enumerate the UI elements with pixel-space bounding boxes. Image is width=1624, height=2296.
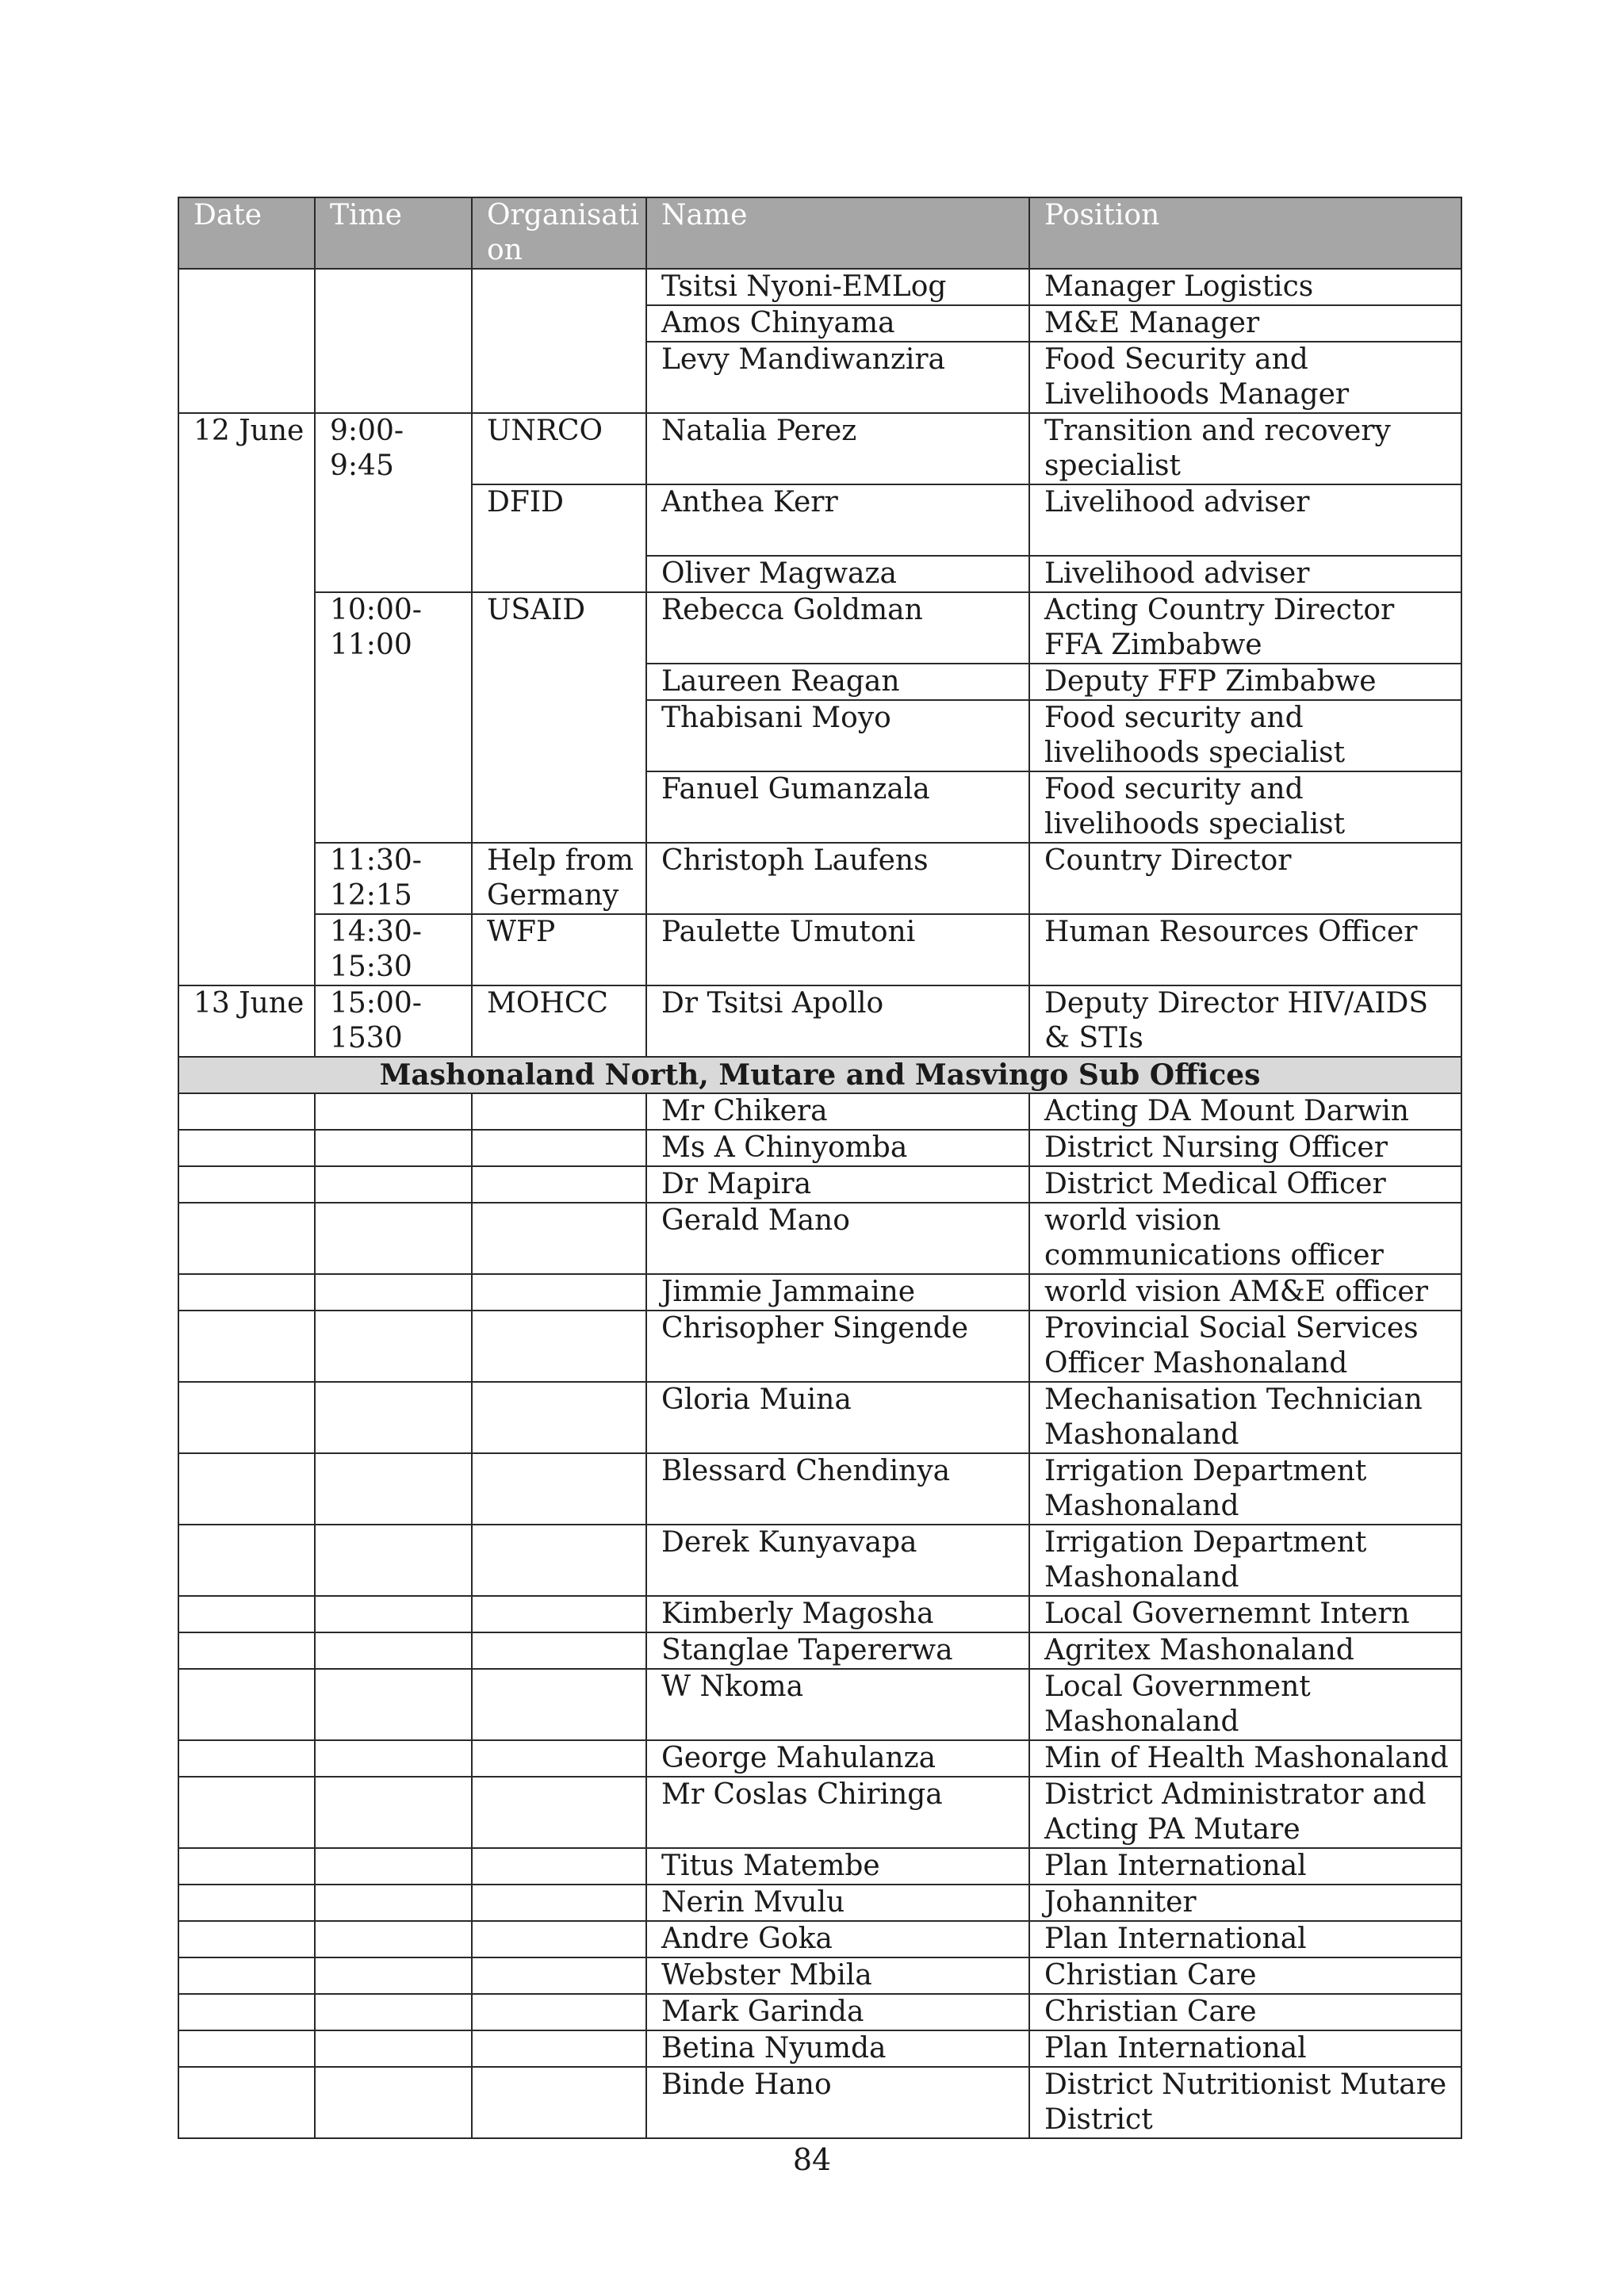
position-cell: Transition and recovery specialist — [1029, 413, 1461, 484]
table-row — [178, 1848, 1461, 1885]
time-cell — [315, 1130, 472, 1166]
organisation-cell: USAID — [472, 592, 646, 843]
name-cell: Chrisopher Singende — [646, 1311, 1029, 1382]
organisation-cell — [472, 1740, 646, 1777]
position-cell: Deputy Director HIV/AIDS & STIs — [1029, 985, 1461, 1057]
header-organisation: Organisation — [472, 197, 646, 269]
position-cell: Irrigation Department Mashonaland — [1029, 1453, 1461, 1525]
organisation-cell — [472, 1130, 646, 1166]
position-cell: Christian Care — [1029, 1957, 1461, 1994]
date-cell — [178, 1274, 315, 1311]
table-row — [178, 269, 1461, 305]
table-row — [178, 985, 1461, 1057]
time-cell — [315, 1632, 472, 1669]
table-row — [178, 1166, 1461, 1203]
time-cell — [315, 269, 472, 413]
date-cell — [178, 1311, 315, 1382]
name-cell: Stanglae Tapererwa — [646, 1632, 1029, 1669]
organisation-cell — [472, 1453, 646, 1525]
time-cell — [315, 1382, 472, 1453]
name-cell: Levy Mandiwanzira — [646, 342, 1029, 413]
organisation-cell — [472, 1777, 646, 1848]
position-cell: District Nutritionist Mutare District — [1029, 2067, 1461, 2138]
organisation-cell — [472, 1274, 646, 1311]
time-cell: 10:00-11:00 — [315, 592, 472, 843]
section-heading: Mashonaland North, Mutare and Masvingo Sub Offices — [178, 1057, 1461, 1093]
name-cell: Mr Chikera — [646, 1093, 1029, 1130]
position-cell: world vision communications officer — [1029, 1203, 1461, 1274]
organisation-cell — [472, 1957, 646, 1994]
table-row — [178, 1453, 1461, 1525]
name-cell: Fanuel Gumanzala — [646, 771, 1029, 843]
table-row — [178, 1596, 1461, 1632]
name-cell: Amos Chinyama — [646, 305, 1029, 342]
date-cell: 13 June — [178, 985, 315, 1057]
name-cell: Binde Hano — [646, 2067, 1029, 2138]
organisation-cell — [472, 1525, 646, 1596]
position-cell: Irrigation Department Mashonaland — [1029, 1525, 1461, 1596]
table-row — [178, 1921, 1461, 1957]
organisation-cell: Help from Germany — [472, 843, 646, 914]
date-cell — [178, 1777, 315, 1848]
position-cell: M&E Manager — [1029, 305, 1461, 342]
time-cell — [315, 1203, 472, 1274]
date-cell — [178, 1957, 315, 1994]
name-cell: Jimmie Jammaine — [646, 1274, 1029, 1311]
header-date: Date — [178, 197, 315, 269]
table-row — [178, 1777, 1461, 1848]
time-cell — [315, 1740, 472, 1777]
time-cell — [315, 1921, 472, 1957]
organisation-cell — [472, 269, 646, 413]
position-cell: Food Security and Livelihoods Manager — [1029, 342, 1461, 413]
date-cell — [178, 1203, 315, 1274]
organisation-cell — [472, 1994, 646, 2030]
time-cell: 9:00-9:45 — [315, 413, 472, 592]
time-cell — [315, 1453, 472, 1525]
time-cell — [315, 1311, 472, 1382]
table-row — [178, 843, 1461, 914]
position-cell: District Medical Officer — [1029, 1166, 1461, 1203]
table-row — [178, 1994, 1461, 2030]
table-row — [178, 2067, 1461, 2138]
position-cell: District Nursing Officer — [1029, 1130, 1461, 1166]
position-cell: Plan International — [1029, 1848, 1461, 1885]
name-cell: Webster Mbila — [646, 1957, 1029, 1994]
organisation-cell — [472, 1632, 646, 1669]
table-row — [178, 1130, 1461, 1166]
name-cell: Betina Nyumda — [646, 2030, 1029, 2067]
organisation-cell — [472, 1885, 646, 1921]
position-cell: Local Government Mashonaland — [1029, 1669, 1461, 1740]
table-row — [178, 1885, 1461, 1921]
date-cell — [178, 1632, 315, 1669]
position-cell: Acting Country Director FFA Zimbabwe — [1029, 592, 1461, 664]
table-header-row — [178, 197, 1461, 269]
time-cell — [315, 1093, 472, 1130]
name-cell: Gerald Mano — [646, 1203, 1029, 1274]
section-body — [178, 1093, 1461, 2138]
organisation-cell: DFID — [472, 484, 646, 592]
date-cell — [178, 1453, 315, 1525]
name-cell: Paulette Umutoni — [646, 914, 1029, 985]
position-cell: Local Governemnt Intern — [1029, 1596, 1461, 1632]
date-cell — [178, 1921, 315, 1957]
organisation-cell — [472, 1596, 646, 1632]
table-row — [178, 1274, 1461, 1311]
table-row — [178, 914, 1461, 985]
table-row — [178, 1203, 1461, 1274]
name-cell: Andre Goka — [646, 1921, 1029, 1957]
table-row — [178, 1632, 1461, 1669]
header-time: Time — [315, 197, 472, 269]
position-cell: Plan International — [1029, 2030, 1461, 2067]
name-cell: George Mahulanza — [646, 1740, 1029, 1777]
name-cell: Dr Mapira — [646, 1166, 1029, 1203]
position-cell: Livelihood adviser — [1029, 556, 1461, 592]
name-cell: Blessard Chendinya — [646, 1453, 1029, 1525]
position-cell: Agritex Mashonaland — [1029, 1632, 1461, 1669]
table-row — [178, 1740, 1461, 1777]
table-row — [178, 2030, 1461, 2067]
time-cell — [315, 1669, 472, 1740]
position-cell: Min of Health Mashonaland — [1029, 1740, 1461, 1777]
organisation-cell: UNRCO — [472, 413, 646, 484]
name-cell: Kimberly Magosha — [646, 1596, 1029, 1632]
date-cell — [178, 1166, 315, 1203]
date-cell — [178, 269, 315, 413]
organisation-cell — [472, 1921, 646, 1957]
table-row — [178, 1382, 1461, 1453]
date-cell — [178, 1885, 315, 1921]
name-cell: Christoph Laufens — [646, 843, 1029, 914]
organisation-cell — [472, 2067, 646, 2138]
header-position: Position — [1029, 197, 1461, 269]
name-cell: Tsitsi Nyoni-EMLog — [646, 269, 1029, 305]
organisation-cell — [472, 2030, 646, 2067]
name-cell: W Nkoma — [646, 1669, 1029, 1740]
position-cell: Johanniter — [1029, 1885, 1461, 1921]
name-cell: Derek Kunyavapa — [646, 1525, 1029, 1596]
position-cell: Acting DA Mount Darwin — [1029, 1093, 1461, 1130]
table-row — [178, 592, 1461, 664]
date-cell — [178, 1669, 315, 1740]
table-row — [178, 413, 1461, 484]
date-cell — [178, 1994, 315, 2030]
position-cell: Provincial Social Services Officer Mashonaland — [1029, 1311, 1461, 1382]
time-cell — [315, 1957, 472, 1994]
time-cell — [315, 1166, 472, 1203]
position-cell: Plan International — [1029, 1921, 1461, 1957]
time-cell: 14:30-15:30 — [315, 914, 472, 985]
name-cell: Laureen Reagan — [646, 664, 1029, 700]
date-cell — [178, 1740, 315, 1777]
date-cell — [178, 2067, 315, 2138]
name-cell: Natalia Perez — [646, 413, 1029, 484]
name-cell: Ms A Chinyomba — [646, 1130, 1029, 1166]
table-row — [178, 1957, 1461, 1994]
organisation-cell — [472, 1669, 646, 1740]
section-heading-row — [178, 1057, 1461, 1093]
time-cell — [315, 1777, 472, 1848]
time-cell — [315, 1885, 472, 1921]
position-cell: Christian Care — [1029, 1994, 1461, 2030]
organisation-cell — [472, 1311, 646, 1382]
date-cell — [178, 1525, 315, 1596]
position-cell: Food security and livelihoods specialist — [1029, 771, 1461, 843]
meetings-table — [178, 197, 1462, 2139]
name-cell: Nerin Mvulu — [646, 1885, 1029, 1921]
name-cell: Mr Coslas Chiringa — [646, 1777, 1029, 1848]
table-row — [178, 1525, 1461, 1596]
organisation-cell — [472, 1382, 646, 1453]
time-cell: 15:00-1530 — [315, 985, 472, 1057]
organisation-cell — [472, 1166, 646, 1203]
organisation-cell: MOHCC — [472, 985, 646, 1057]
date-cell — [178, 1130, 315, 1166]
name-cell: Thabisani Moyo — [646, 700, 1029, 771]
position-cell: Human Resources Officer — [1029, 914, 1461, 985]
date-cell: 12 June — [178, 413, 315, 985]
position-cell: Food security and livelihoods specialist — [1029, 700, 1461, 771]
date-cell — [178, 1848, 315, 1885]
date-cell — [178, 2030, 315, 2067]
organisation-cell — [472, 1203, 646, 1274]
time-cell: 11:30-12:15 — [315, 843, 472, 914]
time-cell — [315, 2067, 472, 2138]
position-cell: world vision AM&E officer — [1029, 1274, 1461, 1311]
position-cell: Livelihood adviser — [1029, 484, 1461, 556]
position-cell: Mechanisation Technician Mashonaland — [1029, 1382, 1461, 1453]
table-row — [178, 1093, 1461, 1130]
organisation-cell: WFP — [472, 914, 646, 985]
date-cell — [178, 1093, 315, 1130]
date-cell — [178, 1596, 315, 1632]
table-row — [178, 1311, 1461, 1382]
header-name: Name — [646, 197, 1029, 269]
position-cell: District Administrator and Acting PA Mutare — [1029, 1777, 1461, 1848]
date-cell — [178, 1382, 315, 1453]
time-cell — [315, 1848, 472, 1885]
time-cell — [315, 1994, 472, 2030]
organisation-cell — [472, 1848, 646, 1885]
name-cell: Mark Garinda — [646, 1994, 1029, 2030]
position-cell: Deputy FFP Zimbabwe — [1029, 664, 1461, 700]
time-cell — [315, 1274, 472, 1311]
position-cell: Country Director — [1029, 843, 1461, 914]
time-cell — [315, 1596, 472, 1632]
name-cell: Dr Tsitsi Apollo — [646, 985, 1029, 1057]
name-cell: Gloria Muina — [646, 1382, 1029, 1453]
name-cell: Oliver Magwaza — [646, 556, 1029, 592]
name-cell: Rebecca Goldman — [646, 592, 1029, 664]
time-cell — [315, 1525, 472, 1596]
table-row — [178, 1669, 1461, 1740]
position-cell: Manager Logistics — [1029, 269, 1461, 305]
organisation-cell — [472, 1093, 646, 1130]
page-number: 84 — [792, 2142, 832, 2177]
name-cell: Anthea Kerr — [646, 484, 1029, 556]
name-cell: Titus Matembe — [646, 1848, 1029, 1885]
time-cell — [315, 2030, 472, 2067]
